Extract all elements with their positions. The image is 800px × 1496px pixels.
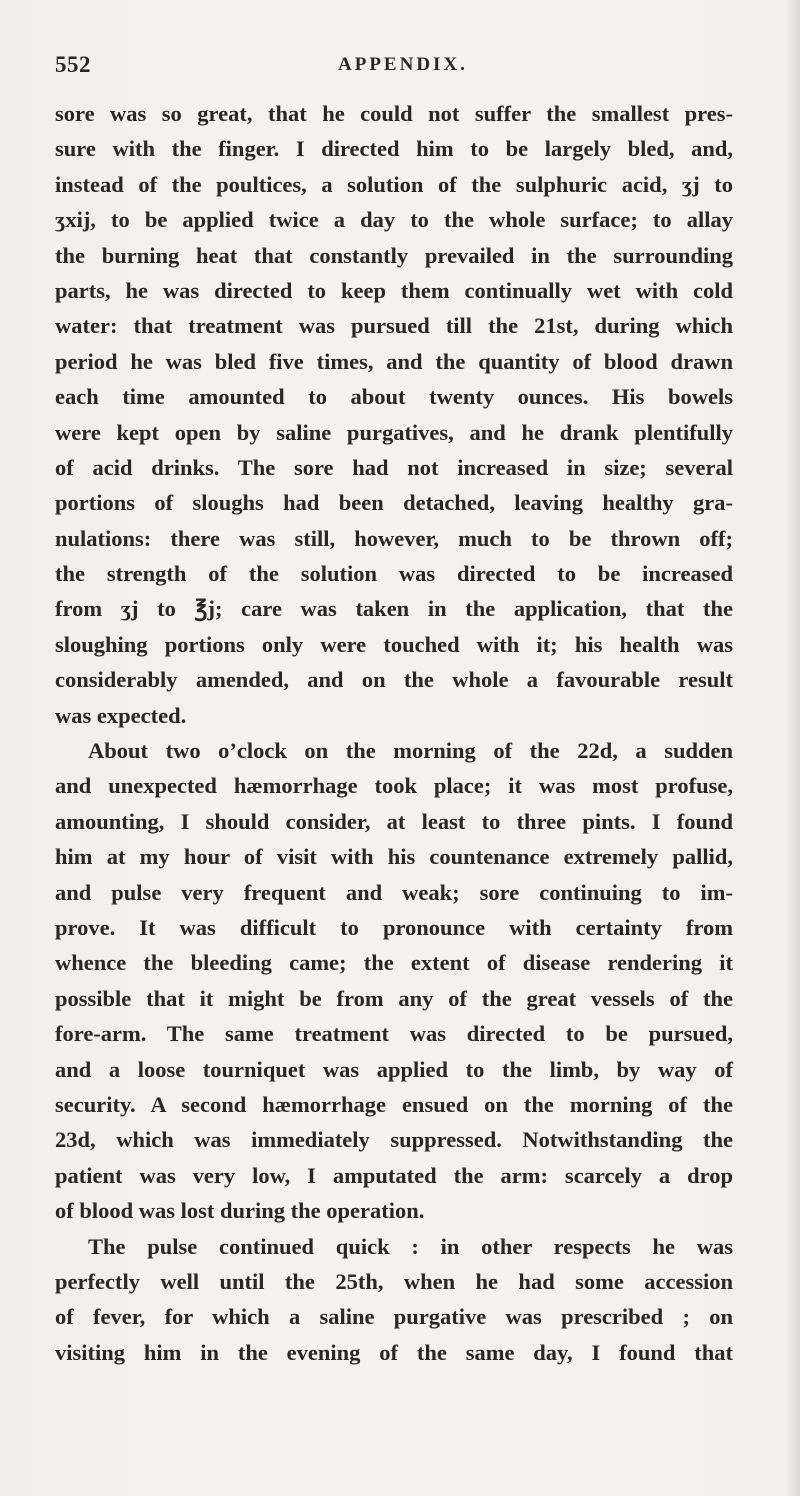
text-line: were kept open by saline purgatives, and he drank plentifully: [55, 419, 733, 445]
text-line: 23d, which was immediately suppressed. Notwithstanding the: [55, 1127, 733, 1153]
text-line: from ʒj to ℥j; care was taken in the application, that the: [55, 596, 733, 622]
text-line: sloughing portions only were touched with it; his health was: [55, 631, 733, 657]
text-line: each time amounted to about twenty ounces. His bowels: [55, 384, 733, 410]
text-line: the burning heat that constantly prevailed in the surrounding: [55, 242, 733, 268]
text-line: visiting him in the evening of the same day, I found that: [55, 1339, 733, 1365]
text-line: period he was bled five times, and the quantity of blood drawn: [55, 348, 733, 374]
text-line: of blood was lost during the operation.: [55, 1198, 425, 1224]
text-line: perfectly well until the 25th, when he had some accession: [55, 1268, 733, 1294]
text-line: About two o’clock on the morning of the 22d, a sudden: [88, 738, 733, 764]
text-line: of acid drinks. The sore had not increased in size; several: [55, 454, 733, 480]
text-line: possible that it might be from any of the great vessels of the: [55, 985, 733, 1011]
text-line: him at my hour of visit with his countenance extremely pallid,: [55, 844, 733, 870]
text-line: and a loose tourniquet was applied to the limb, by way of: [55, 1056, 733, 1082]
text-line: considerably amended, and on the whole a favourable result: [55, 667, 733, 693]
text-line: fore-arm. The same treatment was directed to be pursued,: [55, 1021, 733, 1047]
text-line: was expected.: [55, 702, 187, 728]
text-line: and pulse very frequent and weak; sore continuing to im-: [55, 879, 733, 905]
body-text: [55, 96, 733, 1370]
text-line: amounting, I should consider, at least to three pints. I found: [55, 808, 733, 834]
text-line: sure with the finger. I directed him to be largely bled, and,: [55, 136, 733, 162]
text-line: prove. It was difficult to pronounce with certainty from: [55, 914, 733, 940]
text-line: of fever, for which a saline purgative was prescribed ; on: [55, 1304, 733, 1330]
text-line: patient was very low, I amputated the arm: scarcely a drop: [55, 1162, 733, 1188]
text-line: instead of the poultices, a solution of the sulphuric acid, ʒj to: [55, 171, 733, 197]
running-head: [55, 52, 695, 82]
text-line: water: that treatment was pursued till the 21st, during which: [55, 313, 733, 339]
page-edge-shadow: [786, 0, 800, 1496]
text-line: parts, he was directed to keep them continually wet with cold: [55, 277, 733, 303]
text-line: sore was so great, that he could not suffer the smallest pres-: [55, 101, 733, 126]
page-number: 552: [55, 52, 91, 77]
running-title: APPENDIX.: [338, 54, 468, 75]
text-line: and unexpected hæmorrhage took place; it was most profuse,: [55, 773, 733, 799]
text-line: ʒxij, to be applied twice a day to the whole surface; to allay: [55, 207, 733, 233]
text-line: whence the bleeding came; the extent of disease rendering it: [55, 950, 733, 976]
text-line: The pulse continued quick : in other respects he was: [88, 1233, 733, 1259]
text-line: the strength of the solution was directed to be increased: [55, 561, 733, 587]
text-line: nulations: there was still, however, much to be thrown off;: [55, 525, 733, 551]
text-line: security. A second hæmorrhage ensued on the morning of the: [55, 1091, 733, 1117]
text-line: portions of sloughs had been detached, leaving healthy gra-: [55, 490, 733, 516]
